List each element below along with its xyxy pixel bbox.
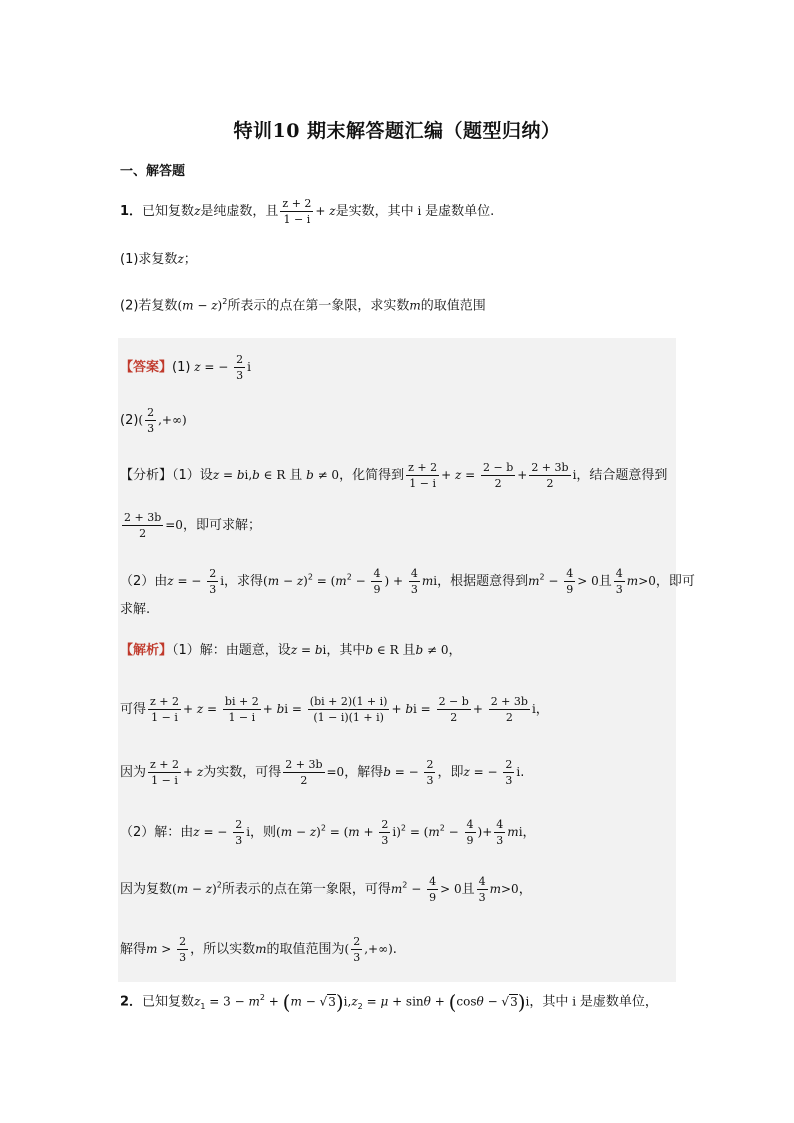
fraction: $\frac{z + 2}{1 - i}$ <box>282 197 312 226</box>
solution-step-4: （2）解：由z = − $\frac{2}{3}$ i，则$(m - z)^2 = (m$ + $\frac{2}{3}$ $i)^2 = (m^2$ − $\frac{4}{9}$ )+ $\frac{4}{3}$ mi， <box>120 818 536 847</box>
question-2-stem: 2．已知复数$z_1 = 3 - m^2 + (m - √3)i,z_2 = \mu + \sin\theta + (\cos\theta - √3)i$，其中 i 是虚数单位， <box>120 990 658 1014</box>
question-1-part-1: (1)求复数z； <box>120 252 197 267</box>
question-1-stem: 1．已知复数z是纯虚数，且 $\frac{z + 2}{1 - i}$ + z是实数，其中 i 是虚数单位. <box>120 197 495 226</box>
analysis-part-1: 【分析】（1）设z = bi,b ∈ R 且 b ≠ 0，化简得到 $\frac{z + 2}{1 - i}$ + z = $\frac{2 - b}{2}$ + $\frac{2 + 3b}{2}$ i，结合题意得到 <box>120 461 668 490</box>
analysis-part-2: （2）由z = − $\frac{2}{3}$ i，求得$(m - z)^2 = (m^2$ − $\frac{4}{9}$ ) + $\frac{4}{3}$ mi，根据题意得到$m^2$ − $\frac{4}{9}$ > 0且 $\frac{4}{3}$ m>0，即可 <box>120 567 695 596</box>
solution-step-2: 可得 $\frac{z + 2}{1 - i}$ + z = $\frac{bi + 2}{1 - i}$ + bi = $\frac{(bi + 2)(1 + i)}{(1 - i)(1 + i)}$ + bi = $\frac{2 - b}{2}$ + $\frac{2 + 3b}{2}$ i， <box>120 695 549 724</box>
answer-part-1: 【答案】(1) z = − $\frac{2}{3}$ i <box>120 353 251 382</box>
section-heading: 一、解答题 <box>120 164 186 179</box>
solution-label: 【解析】 <box>120 643 173 658</box>
answer-part-2: (2)( $\frac{2}{3}$ ,+∞) <box>120 406 187 435</box>
question-number: 2． <box>120 994 143 1010</box>
solution-step-5: 因为复数$(m - z)^2$所表示的点在第一象限，可得$m^2$ − $\frac{4}{9}$ > 0且 $\frac{4}{3}$ m>0， <box>120 875 532 904</box>
page-title: 特训10 期末解答题汇编（题型归纳） <box>233 120 561 142</box>
analysis-part-1-cont: $\frac{2 + 3b}{2}$ =0，即可求解； <box>124 511 261 540</box>
answer-label: 【答案】 <box>120 360 173 375</box>
question-number: 1． <box>120 204 143 219</box>
analysis-label: 【分析】 <box>120 468 173 483</box>
analysis-part-2-cont: 求解. <box>120 602 151 617</box>
question-1-part-2: (2)若复数$(m - z)^2$所表示的点在第一象限，求实数m的取值范围 <box>120 297 486 314</box>
solution-step-6: 解得m > $\frac{2}{3}$ ，所以实数m的取值范围为( $\frac{2}{3}$ ,+∞). <box>120 935 397 964</box>
solution-step-3: 因为 $\frac{z + 2}{1 - i}$ + z为实数，可得 $\frac{2 + 3b}{2}$ =0，解得b = − $\frac{2}{3}$ ，即z = − $\frac{2}{3}$ i. <box>120 758 525 787</box>
solution-step-1: 【解析】（1）解：由题意，设z = bi，其中b ∈ R 且b ≠ 0， <box>120 643 462 658</box>
